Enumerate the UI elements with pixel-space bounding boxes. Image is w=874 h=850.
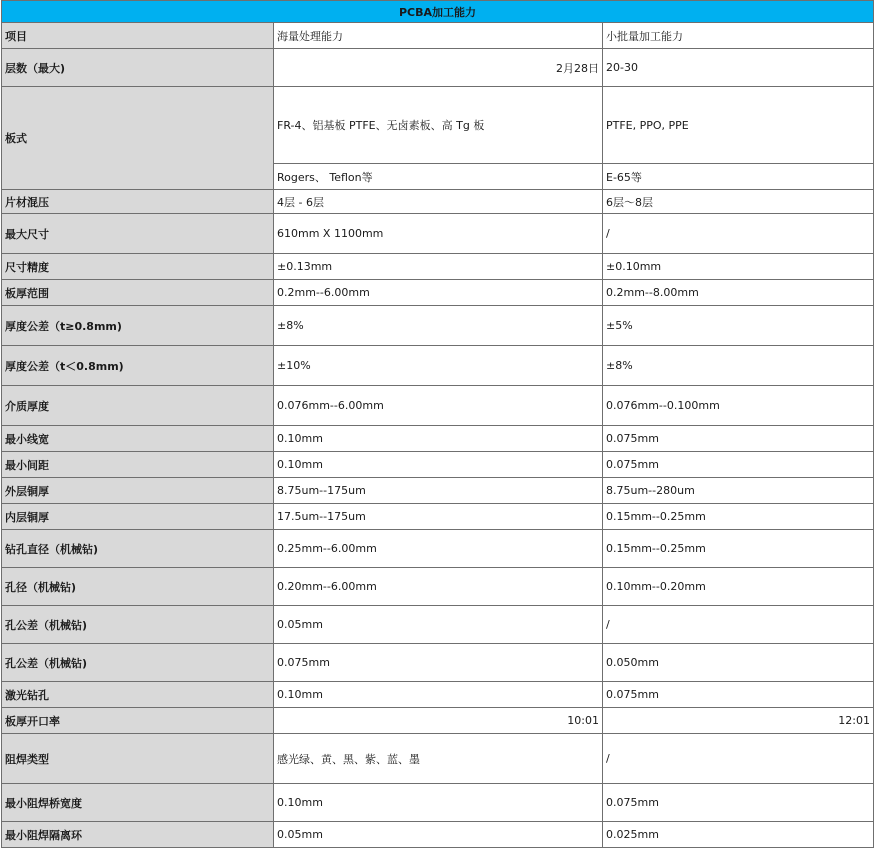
header-item: 项目	[2, 23, 274, 49]
row-mass-value: 0.075mm	[274, 644, 603, 682]
table-row	[2, 568, 874, 606]
table-row	[2, 87, 874, 164]
row-label: 厚度公差（t＜0.8mm)	[2, 346, 274, 386]
header-mass: 海量处理能力	[274, 23, 603, 49]
row-label: 孔公差（机械钻)	[2, 606, 274, 644]
table-row	[2, 426, 874, 452]
row-label: 最小阻焊隔离环	[2, 822, 274, 848]
row-mass-value: 610mm X 1100mm	[274, 214, 603, 254]
table-row	[2, 682, 874, 708]
header-small: 小批量加工能力	[603, 23, 874, 49]
row-mass-value: 0.2mm--6.00mm	[274, 280, 603, 306]
table-header-row	[2, 23, 874, 49]
row-label: 最小线宽	[2, 426, 274, 452]
row-mass-value: 0.25mm--6.00mm	[274, 530, 603, 568]
row-label: 介质厚度	[2, 386, 274, 426]
row-label: 孔径（机械钻)	[2, 568, 274, 606]
row-mass-value: 8.75um--175um	[274, 478, 603, 504]
table-row	[2, 606, 874, 644]
row-small-value: ±8%	[603, 346, 874, 386]
table-row	[2, 452, 874, 478]
row-label: 板式	[2, 87, 274, 190]
row-small-value: 6层～8层	[603, 190, 874, 214]
row-small-value: 0.15mm--0.25mm	[603, 530, 874, 568]
row-small-value: /	[603, 214, 874, 254]
row-small-value: 20-30	[603, 49, 874, 87]
table-row	[2, 190, 874, 214]
row-small-value: 0.075mm	[603, 682, 874, 708]
table-row	[2, 254, 874, 280]
row-label: 外层铜厚	[2, 478, 274, 504]
row-mass-value: 0.076mm--6.00mm	[274, 386, 603, 426]
row-label: 钻孔直径（机械钻)	[2, 530, 274, 568]
table-row	[2, 478, 874, 504]
table-row	[2, 346, 874, 386]
row-mass-value: Rogers、 Teflon等	[274, 164, 603, 190]
row-label: 板厚范围	[2, 280, 274, 306]
row-mass-value: 0.10mm	[274, 426, 603, 452]
row-small-value: 0.076mm--0.100mm	[603, 386, 874, 426]
table-row	[2, 504, 874, 530]
table-title: PCBA加工能力	[2, 1, 874, 23]
row-label: 最大尺寸	[2, 214, 274, 254]
table-row	[2, 49, 874, 87]
row-label: 最小间距	[2, 452, 274, 478]
table-title-row	[2, 1, 874, 23]
table-row	[2, 784, 874, 822]
row-small-value: PTFE, PPO, PPE	[603, 87, 874, 164]
row-small-value: 0.2mm--8.00mm	[603, 280, 874, 306]
row-label: 厚度公差（t≥0.8mm)	[2, 306, 274, 346]
row-mass-value: 10:01	[274, 708, 603, 734]
row-small-value: 0.025mm	[603, 822, 874, 848]
table-row	[2, 822, 874, 848]
row-mass-value: FR-4、铝基板 PTFE、无卤素板、高 Tg 板	[274, 87, 603, 164]
row-small-value: 0.075mm	[603, 784, 874, 822]
row-mass-value: ±10%	[274, 346, 603, 386]
row-mass-value: 0.10mm	[274, 784, 603, 822]
row-small-value: 8.75um--280um	[603, 478, 874, 504]
row-label: 内层铜厚	[2, 504, 274, 530]
row-label: 板厚开口率	[2, 708, 274, 734]
row-mass-value: ±8%	[274, 306, 603, 346]
row-mass-value: 0.10mm	[274, 682, 603, 708]
row-mass-value: 0.10mm	[274, 452, 603, 478]
row-small-value: ±5%	[603, 306, 874, 346]
table-row	[2, 280, 874, 306]
row-mass-value: 17.5um--175um	[274, 504, 603, 530]
row-label: 尺寸精度	[2, 254, 274, 280]
row-label: 孔公差（机械钻)	[2, 644, 274, 682]
row-small-value: 0.15mm--0.25mm	[603, 504, 874, 530]
row-mass-value: 感光绿、黄、黑、紫、蓝、墨	[274, 734, 603, 784]
table-row	[2, 530, 874, 568]
row-small-value: 12:01	[603, 708, 874, 734]
row-small-value: 0.050mm	[603, 644, 874, 682]
row-label: 阻焊类型	[2, 734, 274, 784]
table-row	[2, 386, 874, 426]
row-small-value: E-65等	[603, 164, 874, 190]
row-mass-value: 0.05mm	[274, 822, 603, 848]
table-row	[2, 734, 874, 784]
row-label: 层数（最大)	[2, 49, 274, 87]
row-small-value: ±0.10mm	[603, 254, 874, 280]
row-mass-value: 0.05mm	[274, 606, 603, 644]
table-row	[2, 644, 874, 682]
row-small-value: /	[603, 606, 874, 644]
row-mass-value: 2月28日	[274, 49, 603, 87]
row-small-value: 0.075mm	[603, 452, 874, 478]
row-small-value: 0.075mm	[603, 426, 874, 452]
table-row	[2, 214, 874, 254]
row-small-value: /	[603, 734, 874, 784]
pcba-capability-table	[1, 0, 874, 848]
row-mass-value: ±0.13mm	[274, 254, 603, 280]
table-row	[2, 306, 874, 346]
table-row	[2, 708, 874, 734]
row-label: 最小阻焊桥宽度	[2, 784, 274, 822]
row-mass-value: 0.20mm--6.00mm	[274, 568, 603, 606]
row-mass-value: 4层 - 6层	[274, 190, 603, 214]
row-label: 激光钻孔	[2, 682, 274, 708]
row-label: 片材混压	[2, 190, 274, 214]
row-small-value: 0.10mm--0.20mm	[603, 568, 874, 606]
